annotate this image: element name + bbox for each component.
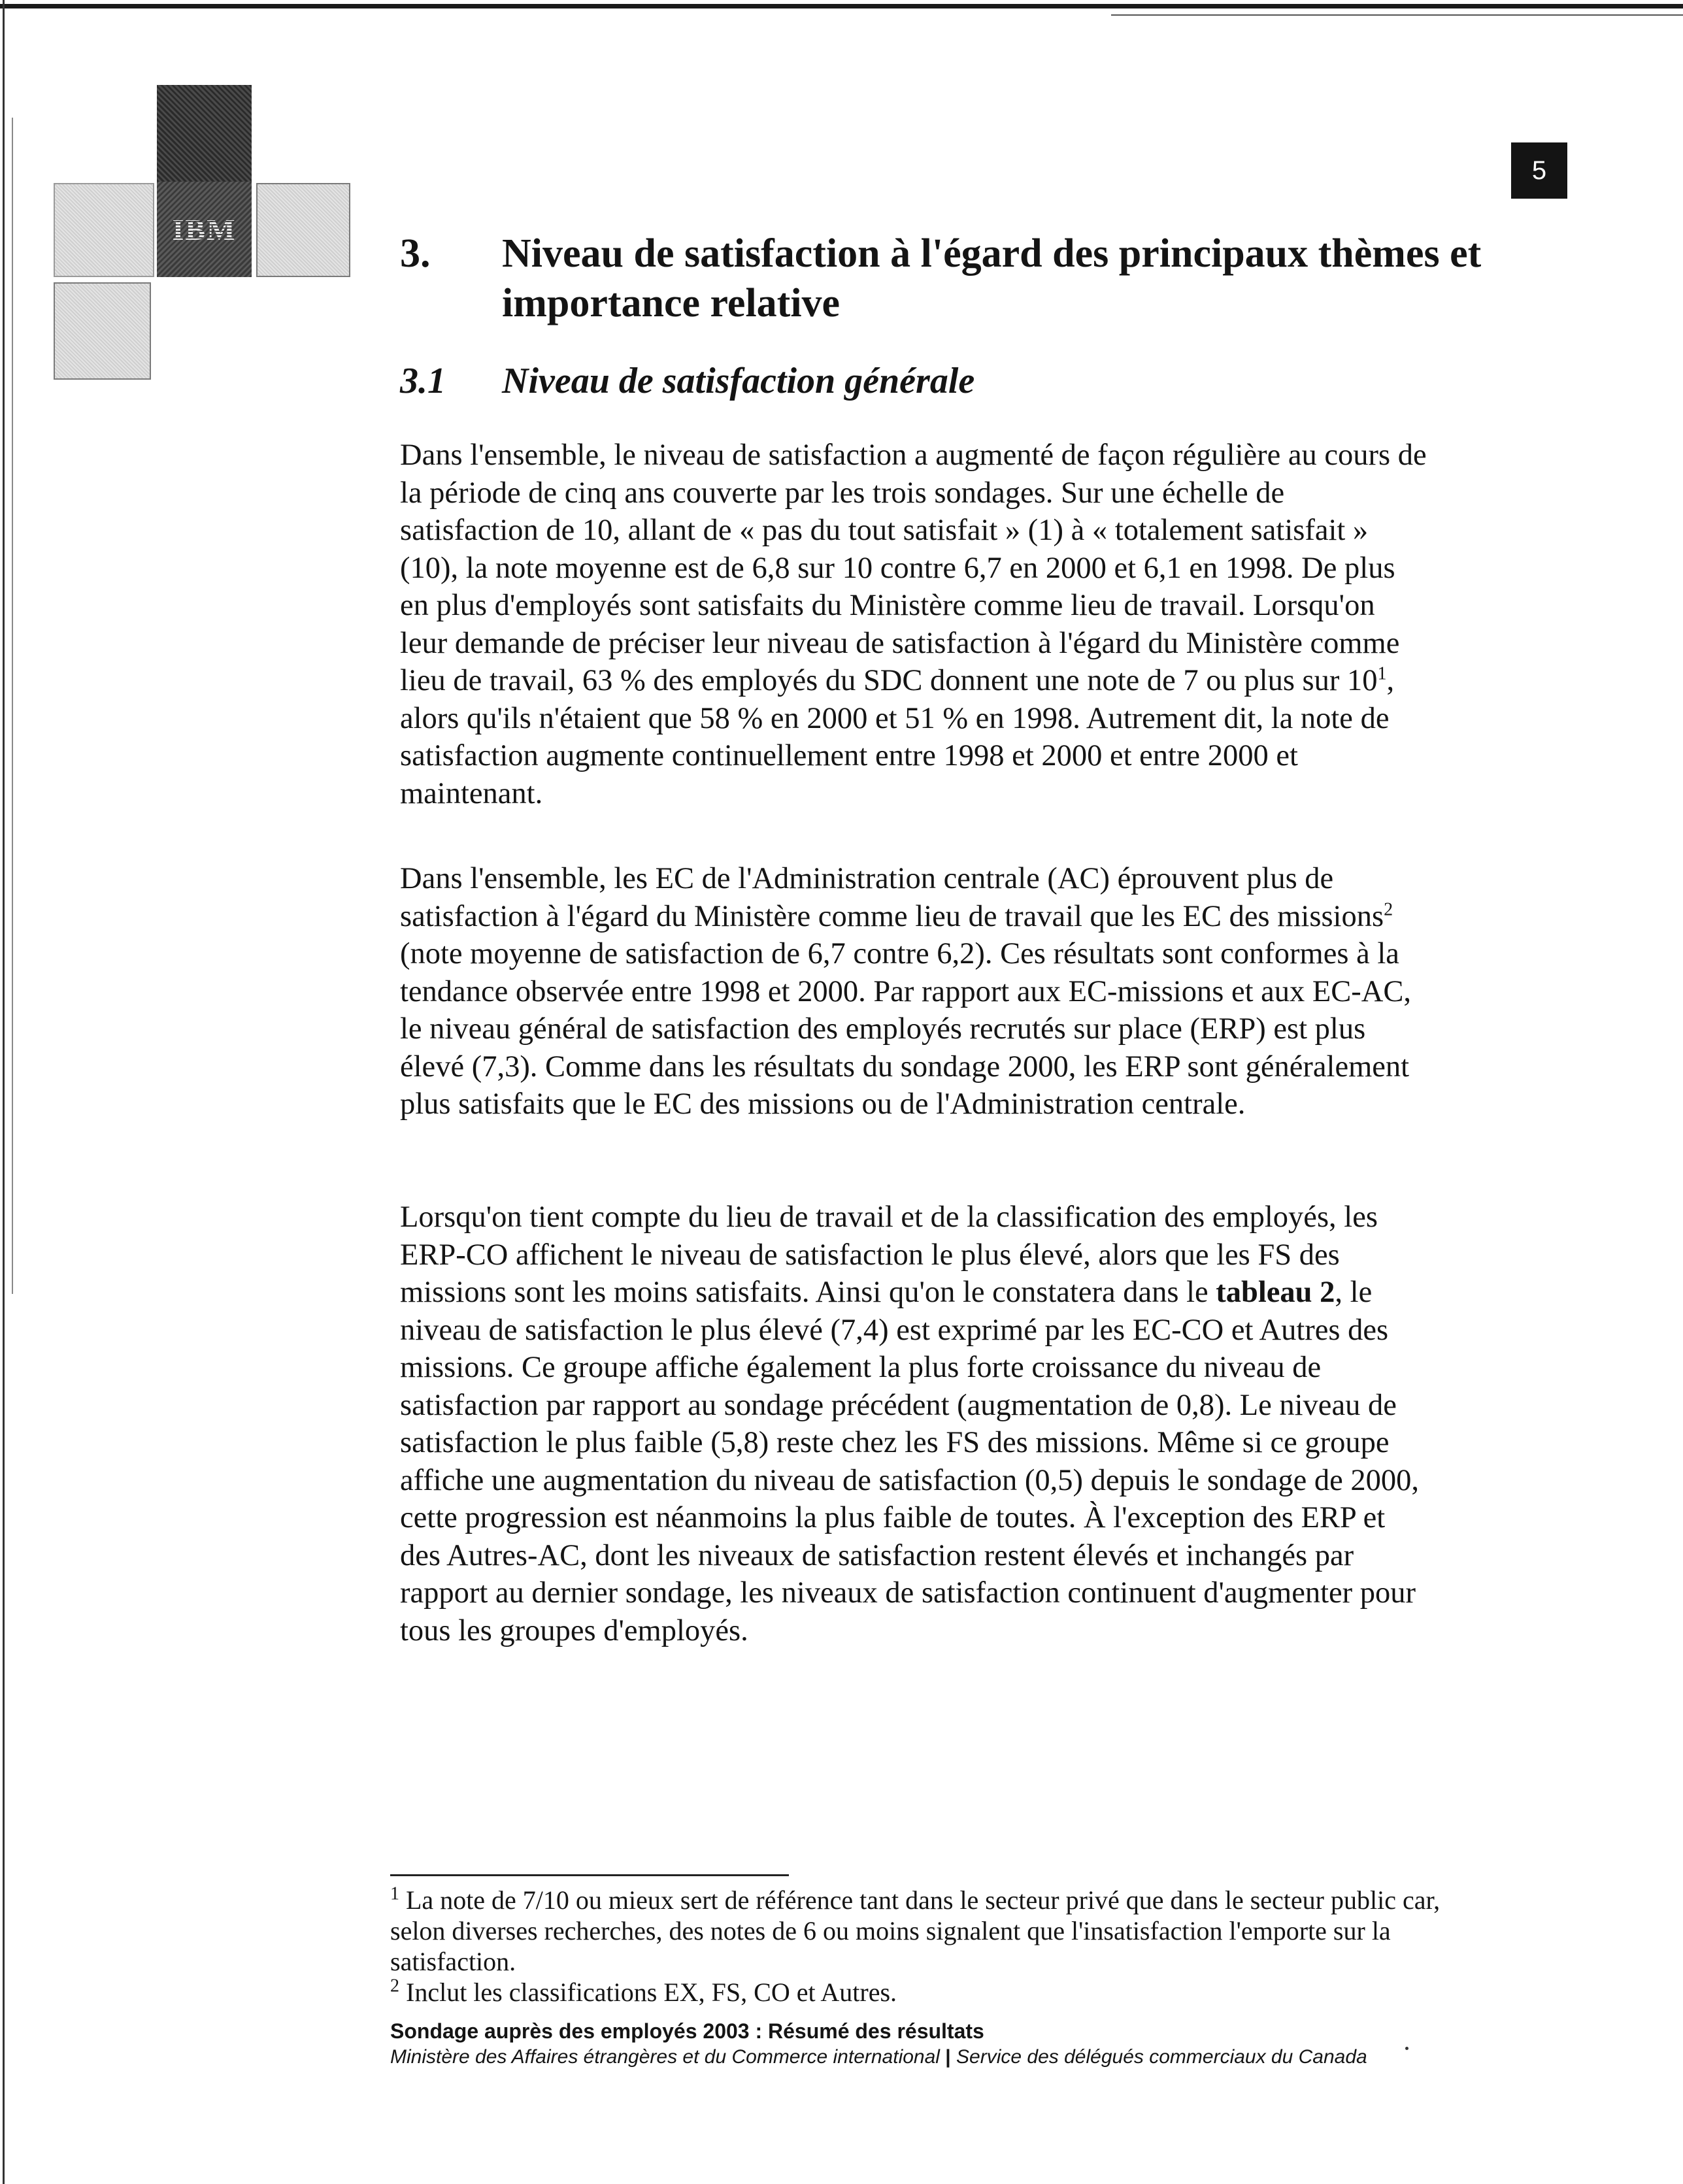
table-reference: tableau 2: [1216, 1276, 1335, 1309]
footnote-2-text: Inclut les classifications EX, FS, CO et Autres.: [399, 1977, 897, 2007]
paragraph-1-text-a: Dans l'ensemble, le niveau de satisfaction a augmenté de façon régulière au cours de la période de cinq ans couverte par les trois sondages. Sur une échelle de satisfaction de 10, allant de « pas du tout satisfait » (1) à « totalement satisfait » (10), la note moyenne est de 6,8 sur 10 contre 6,7 en 2000 et 6,1 en 1998. De plus en plus d'employés sont satisfaits du Ministère comme lieu de travail. Lorsqu'on leur demande de préciser leur niveau de satisfaction à l'égard du Ministère comme lieu de travail, 63 % des employés du SDC donnent une note de 7 ou plus sur 10: [400, 438, 1427, 697]
paragraph-2: [400, 860, 1429, 1123]
scan-edge-top: [0, 4, 1683, 8]
footnote-1-text: La note de 7/10 ou mieux sert de référence tant dans le secteur privé que dans le secteur public car, selon diverses recherches, des notes de 6 ou moins signalent que l'insatisfaction l'emporte sur la satisfaction.: [390, 1885, 1441, 1976]
logo-block-dark: [157, 85, 252, 182]
section-title: Niveau de satisfaction à l'égard des principaux thèmes et importance relative: [502, 231, 1482, 325]
paragraph-2-text-a: Dans l'ensemble, les EC de l'Administration centrale (AC) éprouvent plus de satisfaction à l'égard du Ministère comme lieu de travail que les EC des missions: [400, 862, 1384, 933]
logo-block-light-bottom: [54, 282, 151, 380]
footnotes: [390, 1885, 1462, 2008]
logo-block-light-left: [54, 183, 154, 277]
paragraph-1: [400, 437, 1429, 812]
paragraph-3-text-b: , le niveau de satisfaction le plus élevé (7,4) est exprimé par les EC-CO et Autres des missions. Ce groupe affiche également la plus forte croissance du niveau de satisfaction par rapport au sondage précédent (augmentation de 0,8). Le niveau de satisfaction le plus faible (5,8) reste chez les FS des missions. Même si ce groupe affiche une augmentation du niveau de satisfaction (0,5) depuis le sondage de 2000, cette progression est néanmoins la plus faible de toutes. À l'exception des ERP et des Autres-AC, dont les niveaux de satisfaction restent élevés et inchangés par rapport au dernier sondage, les niveaux de satisfaction continuent d'augmenter pour tous les groupes d'employés.: [400, 1276, 1419, 1647]
paragraph-2-text-b: (note moyenne de satisfaction de 6,7 contre 6,2). Ces résultats sont conformes à la tendance observée entre 1998 et 2000. Par rapport aux EC-missions et aux EC-AC, le niveau général de satisfaction des employés recrutés sur place (ERP) est plus élevé (7,3). Comme dans les résultats du sondage 2000, les ERP sont généralement plus satisfaits que le EC des missions ou de l'Administration centrale.: [400, 937, 1412, 1121]
subsection-title: Niveau de satisfaction générale: [502, 361, 975, 401]
logo-block-light-right: [256, 183, 350, 277]
paragraph-3-text-a: Lorsqu'on tient compte du lieu de travail et de la classification des employés, les ERP-CO affichent le niveau de satisfaction le plus élevé, alors que les FS des missions sont les moins satisfaits. Ainsi qu'on le constatera dans le: [400, 1200, 1378, 1309]
section-number: 3.: [400, 231, 431, 276]
footnote-2: [390, 1977, 1462, 2008]
paragraph-1-text-b: , alors qu'ils n'étaient que 58 % en 2000 et 51 % en 1998. Autrement dit, la note de satisfaction augmente continuellement entre 1998 et 2000 et entre 2000 et maintenant.: [400, 664, 1395, 810]
footnote-ref-2: 2: [1384, 899, 1393, 919]
footnote-1-mark: 1: [390, 1883, 399, 1904]
ibm-logo-text: IBM: [172, 212, 237, 246]
footer-title: Sondage auprès des employés 2003 : Résumé des résultats: [390, 2019, 984, 2043]
scan-edge-top-thin: [1111, 14, 1683, 16]
footer-org-right: Service des délégués commerciaux du Canada: [956, 2046, 1367, 2068]
paragraph-3: [400, 1199, 1429, 1649]
footer-organization: [390, 2044, 1632, 2070]
page-footer: [390, 2018, 1632, 2070]
scan-edge-left-inner: [12, 118, 13, 1294]
ibm-logo: [157, 182, 252, 277]
footnote-1: [390, 1885, 1462, 1977]
subsection-number: 3.1: [400, 361, 446, 401]
footnote-divider: [390, 1874, 789, 1876]
scan-speck: [1405, 2047, 1408, 2050]
scan-edge-left: [3, 0, 5, 2184]
footnote-2-mark: 2: [390, 1976, 399, 1996]
footnote-ref-1: 1: [1377, 663, 1387, 684]
footer-org-left: Ministère des Affaires étrangères et du Commerce international: [390, 2046, 940, 2068]
footer-separator: |: [945, 2046, 951, 2068]
page-number-badge: 5: [1511, 142, 1567, 199]
